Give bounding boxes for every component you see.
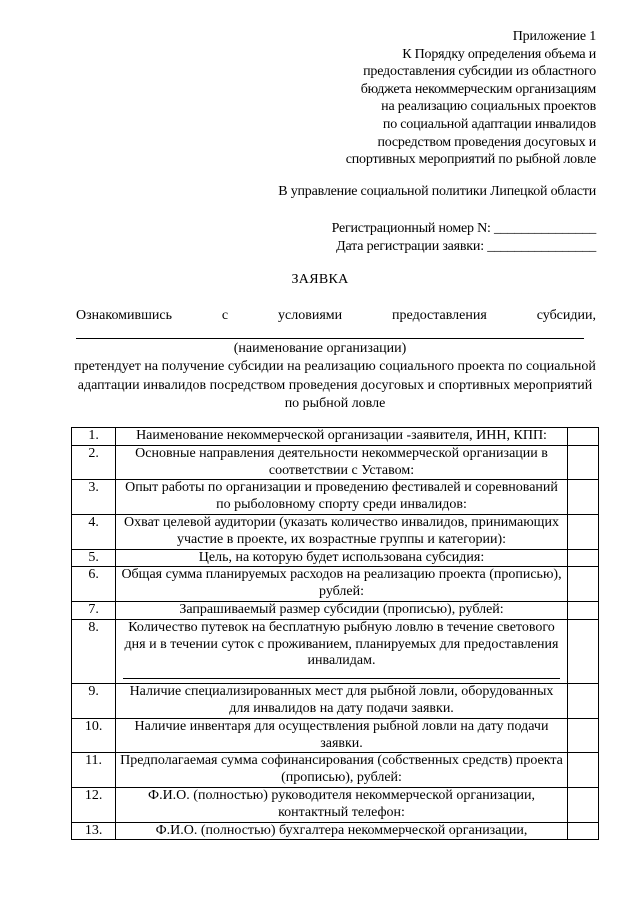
item-text-with-blank	[116, 619, 568, 683]
item-number: 7.	[72, 601, 116, 619]
registration-block	[332, 220, 596, 256]
item-number: 10.	[72, 718, 116, 753]
appendix-line: бюджета некоммерческим организациям	[360, 81, 596, 97]
item-number: 5.	[72, 549, 116, 567]
item-text: Предполагаемая сумма софинансирования (собственных средств) проекта (прописью), рублей:	[116, 753, 568, 788]
item-text: Ф.И.О. (полностью) руководителя некоммерческой организации, контактный телефон:	[116, 787, 568, 822]
item-number: 4.	[72, 514, 116, 549]
item-value-cell[interactable]	[567, 822, 598, 840]
item-number: 1.	[72, 428, 116, 446]
item-value-cell[interactable]	[567, 567, 598, 602]
item-text: Основные направления деятельности некоммерческой организации в соответствии с Уставом:	[116, 445, 568, 480]
item-number: 6.	[72, 567, 116, 602]
item-value-cell[interactable]	[567, 753, 598, 788]
item-text: Запрашиваемый размер субсидии (прописью), рублей:	[116, 601, 568, 619]
intro-word: Ознакомившись	[76, 308, 173, 323]
table-row	[72, 601, 599, 619]
purpose-text: претендует на получение субсидии на реализацию социального проекта по социальной адаптации инвалидов посредством проведения досуговых и спортивных мероприятий по рыбной ловле	[74, 359, 596, 411]
table-row	[72, 619, 599, 683]
table-row	[72, 480, 599, 515]
item-text: Наименование некоммерческой организации -заявителя, ИНН, КПП:	[116, 428, 568, 446]
appendix-line: по социальной адаптации инвалидов	[382, 116, 596, 132]
item-text: Общая сумма планируемых расходов на реализацию проекта (прописью), рублей:	[116, 567, 568, 602]
item-value-cell[interactable]	[567, 445, 598, 480]
intro-word: субсидии,	[536, 308, 596, 323]
table-row	[72, 787, 599, 822]
table-row	[72, 428, 599, 446]
intro-word: предоставления	[392, 308, 487, 323]
item-number: 12.	[72, 787, 116, 822]
application-items-table	[71, 427, 599, 840]
item-text: Ф.И.О. (полностью) бухгалтера некоммерческой организации,	[116, 822, 568, 840]
item-number: 3.	[72, 480, 116, 515]
item-text: Охват целевой аудитории (указать количество инвалидов, принимающих участие в проекте, их возрастные группы и категории):	[116, 514, 568, 549]
table-row	[72, 514, 599, 549]
item-number: 13.	[72, 822, 116, 840]
item-number: 11.	[72, 753, 116, 788]
appendix-line: спортивных мероприятий по рыбной ловле	[345, 152, 596, 168]
item-value-cell[interactable]	[567, 549, 598, 567]
item-value-cell[interactable]	[567, 718, 598, 753]
addressee: В управление социальной политики Липецкой области	[278, 184, 596, 199]
organization-name-blank[interactable]	[76, 338, 584, 339]
intro-word: с	[221, 308, 229, 323]
appendix-line: К Порядку определения объема и	[402, 46, 596, 62]
registration-number-field[interactable]: Регистрационный номер N: _______________	[331, 221, 596, 236]
item-number: 9.	[72, 684, 116, 719]
item-value-cell[interactable]	[567, 428, 598, 446]
item-value-cell[interactable]	[567, 601, 598, 619]
document-title: ЗАЯВКА	[291, 272, 349, 287]
appendix-line: на реализацию социальных проектов	[381, 99, 596, 115]
table-row	[72, 684, 599, 719]
item-value-cell[interactable]	[567, 684, 598, 719]
intro-line	[76, 308, 596, 324]
item-number: 8.	[72, 619, 116, 683]
table-row	[72, 822, 599, 840]
appendix-line: посредством проведения досуговых и	[377, 134, 596, 150]
answer-blank-line[interactable]	[123, 678, 560, 679]
appendix-line: предоставления субсидии из областного	[363, 64, 596, 80]
table-row	[72, 718, 599, 753]
item-number: 2.	[72, 445, 116, 480]
organization-name-caption: (наименование организации)	[233, 341, 407, 356]
item-text: Наличие инвентаря для осуществления рыбной ловли на дату подачи заявки.	[116, 718, 568, 753]
table-row	[72, 549, 599, 567]
appendix-line: Приложение 1	[512, 29, 596, 44]
item-text: Наличие специализированных мест для рыбной ловли, оборудованных для инвалидов на дату подачи заявки.	[116, 684, 568, 719]
item-text: Количество путевок на бесплатную рыбную ловлю в течение светового дня и в течении суток с проживанием, планируемых для предоставления инвалидам.	[124, 619, 559, 669]
table-row	[72, 567, 599, 602]
registration-date-field[interactable]: Дата регистрации заявки: ________________	[336, 239, 596, 254]
item-value-cell[interactable]	[567, 619, 598, 683]
table-row	[72, 445, 599, 480]
item-text: Цель, на которую будет использована субсидия:	[116, 549, 568, 567]
item-value-cell[interactable]	[567, 787, 598, 822]
table-row	[72, 753, 599, 788]
item-value-cell[interactable]	[567, 480, 598, 515]
intro-word: условиями	[278, 308, 343, 323]
appendix-header	[346, 28, 596, 169]
item-value-cell[interactable]	[567, 514, 598, 549]
item-text: Опыт работы по организации и проведению фестивалей и соревнований по рыболовному спорту среди инвалидов:	[116, 480, 568, 515]
